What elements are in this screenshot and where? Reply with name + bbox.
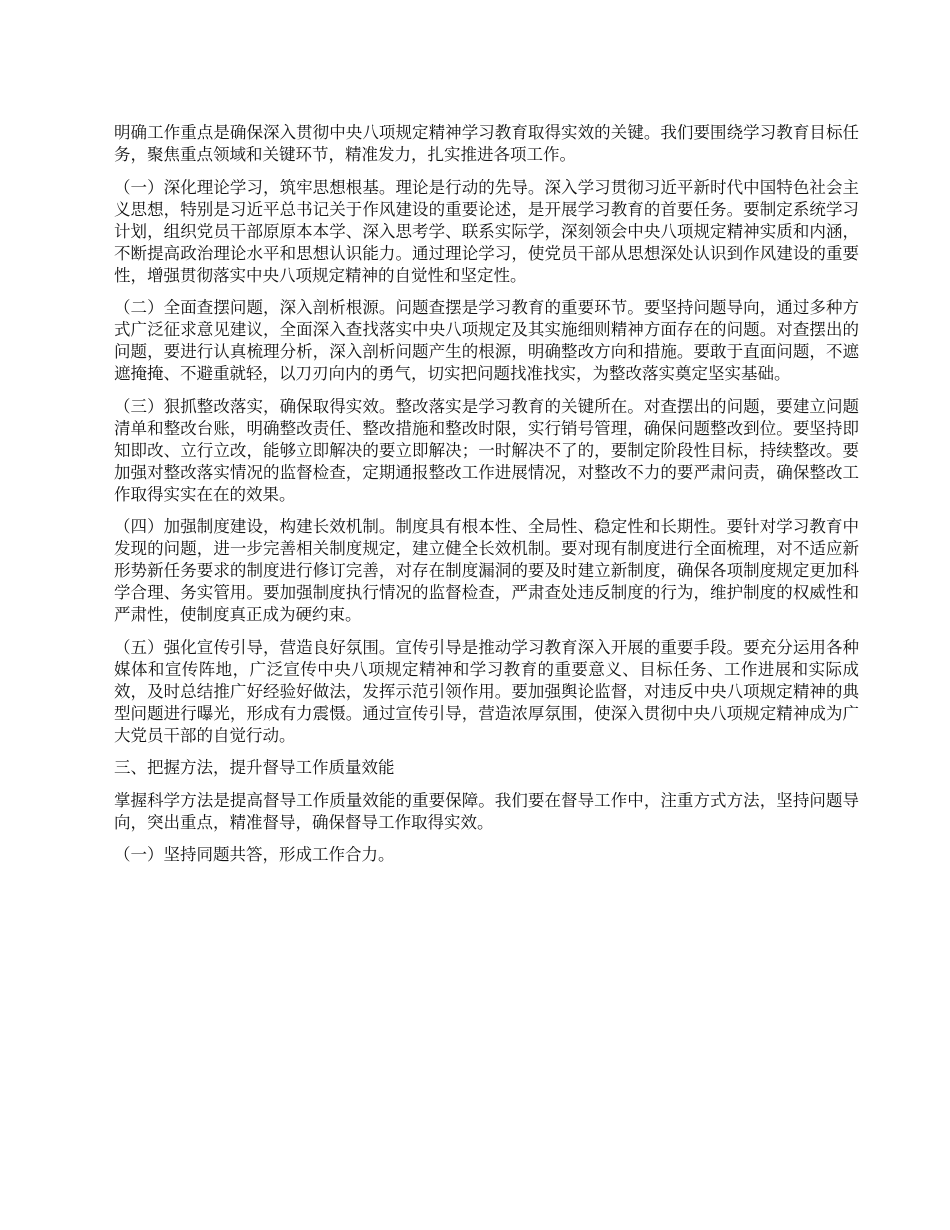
paragraph-publicity: （五）强化宣传引导，营造良好氛围。宣传引导是推动学习教育深入开展的重要手段。要充分运用各种媒体和宣传阵地，广泛宣传中央八项规定精神和学习教育的重要意义、目标任务、工作进展和实际成效，及时总结推广好经验好做法，发挥示范引领作用。要加强舆论监督，对违反中央八项规定精神的典型问题进行曝光，形成有力震慑。通过宣传引导，营造浓厚氛围，使深入贯彻中央八项规定精神成为广大党员干部的自觉行动。 xyxy=(114,637,859,745)
paragraph-problem-check: （二）全面查摆问题，深入剖析根源。问题查摆是学习教育的重要环节。要坚持问题导向，通过多种方式广泛征求意见建议，全面深入查找落实中央八项规定及其实施细则精神方面存在的问题。对查摆出的问题，要进行认真梳理分析，深入剖析问题产生的根源，明确整改方向和措施。要敢于直面问题，不遮遮掩掩、不避重就轻，以刀刃向内的勇气，切实把问题找准找实，为整改落实奠定坚实基础。 xyxy=(114,298,859,383)
section-heading: 三、把握方法，提升督导工作质量效能 xyxy=(114,758,395,777)
paragraph-theory-study: （一）深化理论学习，筑牢思想根基。理论是行动的先导。深入学习贯彻习近平新时代中国特色社会主义思想，特别是习近平总书记关于作风建设的重要论述，是开展学习教育的首要任务。要制定系统学习计划，组织党员干部原原本本学、深入思考学、联系实际学，深刻领会中央八项规定精神实质和内涵，不断提高政治理论水平和思想认识能力。通过理论学习，使党员干部从思想深处认识到作风建设的重要性，增强贯彻落实中央八项规定精神的自觉性和坚定性。 xyxy=(114,177,859,285)
paragraph-rectification: （三）狠抓整改落实，确保取得实效。整改落实是学习教育的关键所在。对查摆出的问题，要建立问题清单和整改台账，明确整改责任、整改措施和整改时限，实行销号管理，确保问题整改到位。要坚持即知即改、立行立改，能够立即解决的要立即解决；一时解决不了的，要制定阶段性目标，持续整改。要加强对整改落实情况的监督检查，定期通报整改工作进展情况，对整改不力的要严肃问责，确保整改工作取得实实在在的效果。 xyxy=(114,396,859,504)
paragraph-system-building: （四）加强制度建设，构建长效机制。制度具有根本性、全局性、稳定性和长期性。要针对学习教育中发现的问题，进一步完善相关制度规定，建立健全长效机制。要对现有制度进行全面梳理，对不适应新形势新任务要求的制度进行修订完善，对存在制度漏洞的要及时建立新制度，确保各项制度规定更加科学合理、务实管用。要加强制度执行情况的监督检查，严肃查处违反制度的行为，维护制度的权威性和严肃性，使制度真正成为硬约束。 xyxy=(114,517,859,624)
document-body xyxy=(114,122,859,877)
subheading: （一）坚持同题共答，形成工作合力。 xyxy=(114,845,395,864)
paragraph-intro: 明确工作重点是确保深入贯彻中央八项规定精神学习教育取得实效的关键。我们要围绕学习教育目标任务，聚焦重点领域和关键环节，精准发力，扎实推进各项工作。 xyxy=(114,123,859,164)
paragraph-section-intro: 掌握科学方法是提高督导工作质量效能的重要保障。我们要在督导工作中，注重方式方法，坚持问题导向，突出重点，精准督导，确保督导工作取得实效。 xyxy=(114,790,859,832)
